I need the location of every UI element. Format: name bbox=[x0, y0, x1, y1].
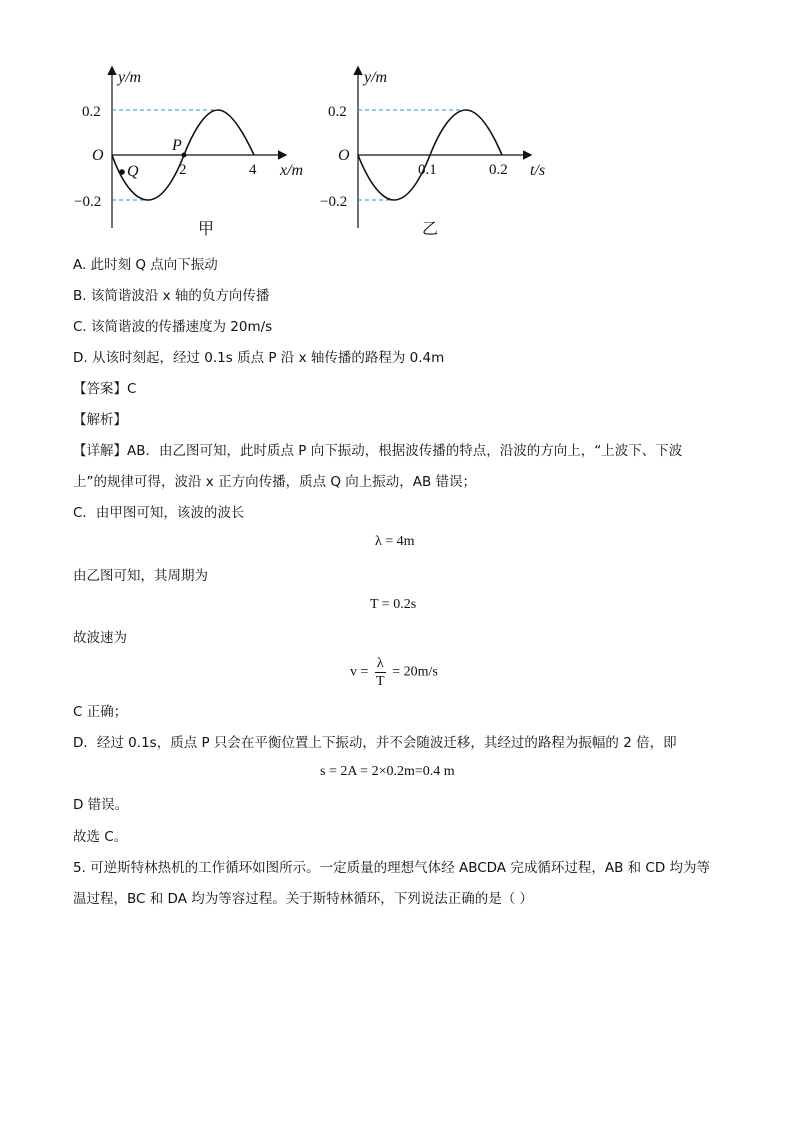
fraction-denominator: T bbox=[376, 674, 385, 689]
point-p-label: P bbox=[172, 137, 182, 154]
point-q-label: Q bbox=[127, 163, 139, 180]
c-correct: C 正确； bbox=[73, 704, 128, 720]
option-a: A. 此时刻 Q 点向下振动 bbox=[73, 257, 218, 273]
question-5-line-2: 温过程，BC 和 DA 均为等容过程。关于斯特林循环，下列说法正确的是（ ） bbox=[73, 891, 534, 907]
x-tick-0.1: 0.1 bbox=[418, 162, 437, 178]
x-axis-label: x/m bbox=[280, 162, 304, 179]
d-explanation: D．经过 0.1s，质点 P 只会在平衡位置上下振动，并不会随波迁移，其经过的路程为振幅的 2 倍，即 bbox=[73, 735, 677, 751]
y-axis-label: y/m bbox=[118, 69, 142, 86]
origin-label: O bbox=[338, 147, 350, 164]
formula-period: T = 0.2s bbox=[370, 597, 417, 612]
caption-left: 甲 bbox=[198, 221, 215, 238]
point-p-dot bbox=[182, 153, 187, 158]
detail-line-1: 【详解】AB．由乙图可知，此时质点 P 向下振动，根据波传播的特点，沿波的方向上，“上波下、下波 bbox=[73, 443, 683, 459]
speed-intro: 故波速为 bbox=[73, 630, 127, 646]
question-5-line-1: 5. 可逆斯特林热机的工作循环如图所示。一定质量的理想气体经 ABCDA 完成循环过程，AB 和 CD 均为等 bbox=[73, 860, 711, 876]
y-tick-bottom: −0.2 bbox=[74, 194, 102, 210]
x-axis-label: t/s bbox=[530, 162, 546, 179]
x-tick-4: 4 bbox=[249, 162, 257, 178]
formula-lambda: λ = 4m bbox=[375, 534, 415, 549]
option-d: D. 从该时刻起，经过 0.1s 质点 P 沿 x 轴传播的路程为 0.4m bbox=[73, 350, 445, 366]
option-b: B. 该简谐波沿 x 轴的负方向传播 bbox=[73, 288, 270, 304]
fraction bbox=[375, 655, 386, 690]
caption-right: 乙 bbox=[422, 221, 439, 238]
answer: 【答案】C bbox=[73, 381, 137, 397]
formula-speed-lhs: v = bbox=[350, 664, 369, 680]
y-tick-bottom: −0.2 bbox=[320, 194, 348, 210]
analysis-title: 【解析】 bbox=[73, 412, 127, 428]
y-axis-label: y/m bbox=[364, 69, 388, 86]
point-q-dot bbox=[119, 169, 125, 175]
origin-label: O bbox=[92, 147, 104, 164]
formula-speed-rhs: = 20m/s bbox=[392, 664, 438, 680]
x-tick-0.2: 0.2 bbox=[489, 162, 508, 178]
wave-graph-left bbox=[60, 58, 320, 248]
formula-distance: s = 2A = 2×0.2m=0.4 m bbox=[320, 764, 455, 779]
wave-graph-right bbox=[308, 58, 568, 248]
y-tick-top: 0.2 bbox=[82, 104, 101, 120]
wave-figures bbox=[60, 58, 580, 248]
period-intro: 由乙图可知，其周期为 bbox=[73, 568, 208, 584]
y-tick-top: 0.2 bbox=[328, 104, 347, 120]
formula-speed bbox=[350, 655, 438, 690]
fraction-numerator: λ bbox=[376, 656, 384, 671]
detail-line-2: 上”的规律可得，波沿 x 正方向传播，质点 Q 向上振动，AB 错误； bbox=[73, 474, 477, 490]
option-c: C. 该简谐波的传播速度为 20m/s bbox=[73, 319, 273, 335]
d-wrong: D 错误。 bbox=[73, 797, 129, 813]
choose-answer: 故选 C。 bbox=[73, 829, 128, 845]
x-tick-2: 2 bbox=[179, 162, 187, 178]
c-intro: C．由甲图可知，该波的波长 bbox=[73, 505, 245, 521]
